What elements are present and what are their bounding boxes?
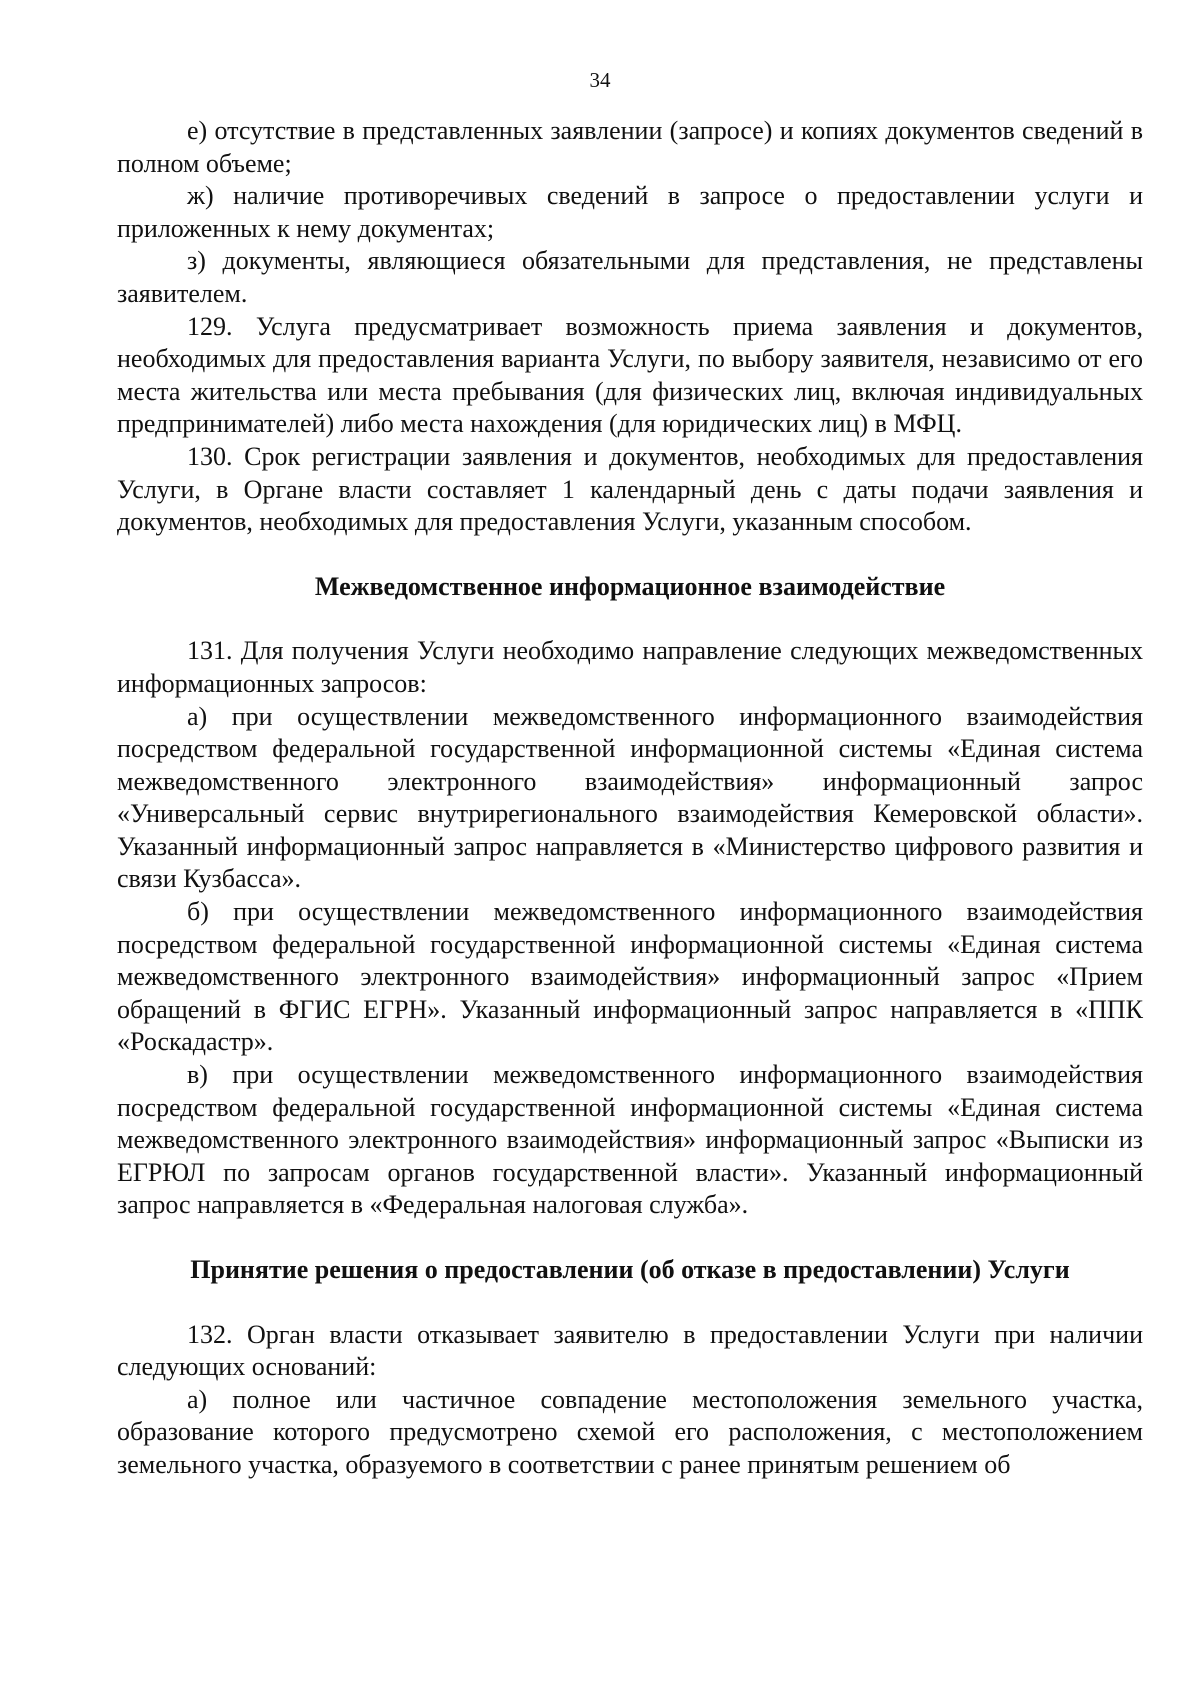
paragraph-131-a: а) при осуществлении межведомственного информационного взаимодействия посредством федеральной государственной информационной системы «Единая система межведомственного электронного взаимодействия» информационный запрос «Универсальный сервис внутрирегионального взаимодействия Кемеровской области». Указанный информационный запрос направляется в «Министерство цифрового развития и связи Кузбасса». [117, 701, 1143, 894]
paragraph-zh: ж) наличие противоречивых сведений в запросе о предоставлении услуги и приложенных к нему документах; [117, 181, 1143, 243]
paragraph-130: 130. Срок регистрации заявления и документов, необходимых для предоставления Услуги, в Органе власти составляет 1 календарный день с даты подачи заявления и документов, необходимых для предоставления Услуги, указанным способом. [117, 441, 1143, 537]
paragraph-z: з) документы, являющиеся обязательными для представления, не представлены заявителем. [117, 246, 1143, 308]
section-heading-decision: Принятие решения о предоставлении (об отказе в предоставлении) Услуги [190, 1255, 1070, 1284]
spacer [117, 1222, 1143, 1254]
page-number: 34 [589, 68, 611, 92]
paragraph-132: 132. Орган власти отказывает заявителю в предоставлении Услуги при наличии следующих оснований: [117, 1319, 1143, 1382]
document-body [117, 115, 1143, 1482]
paragraph-131-v: в) при осуществлении межведомственного информационного взаимодействия посредством федеральной государственной информационной системы «Единая система межведомственного электронного взаимодействия» информационный запрос «Выписки из ЕГРЮЛ по запросам органов государственной власти». Указанный информационный запрос направляется в «Федеральная налоговая служба». [117, 1060, 1143, 1220]
paragraph-132-a: а) полное или частичное совпадение местоположения земельного участка, образование которого предусмотрено схемой его расположения, с местоположением земельного участка, образуемого в соответствии с ранее принятым решением об [117, 1384, 1143, 1479]
spacer [117, 603, 1143, 635]
spacer [117, 1287, 1143, 1319]
paragraph-129: 129. Услуга предусматривает возможность приема заявления и документов, необходимых для предоставления варианта Услуги, по выбору заявителя, независимо от его места жительства или места пребывания (для физических лиц, включая индивидуальных предпринимателей) либо места нахождения (для юридических лиц) в МФЦ. [117, 311, 1143, 439]
section-heading-interagency: Межведомственное информационное взаимодействие [314, 571, 946, 601]
paragraph-131-b: б) при осуществлении межведомственного информационного взаимодействия посредством федеральной государственной информационной системы «Единая система межведомственного электронного взаимодействия» информационный запрос «Прием обращений в ФГИС ЕГРН». Указанный информационный запрос направляется в «ППК «Роскадастр». [117, 897, 1143, 1057]
paragraph-e: е) отсутствие в представленных заявлении (запросе) и копиях документов сведений в полном объеме; [117, 116, 1143, 178]
spacer [117, 539, 1143, 571]
paragraph-131: 131. Для получения Услуги необходимо направление следующих межведомственных информационных запросов: [117, 636, 1143, 698]
